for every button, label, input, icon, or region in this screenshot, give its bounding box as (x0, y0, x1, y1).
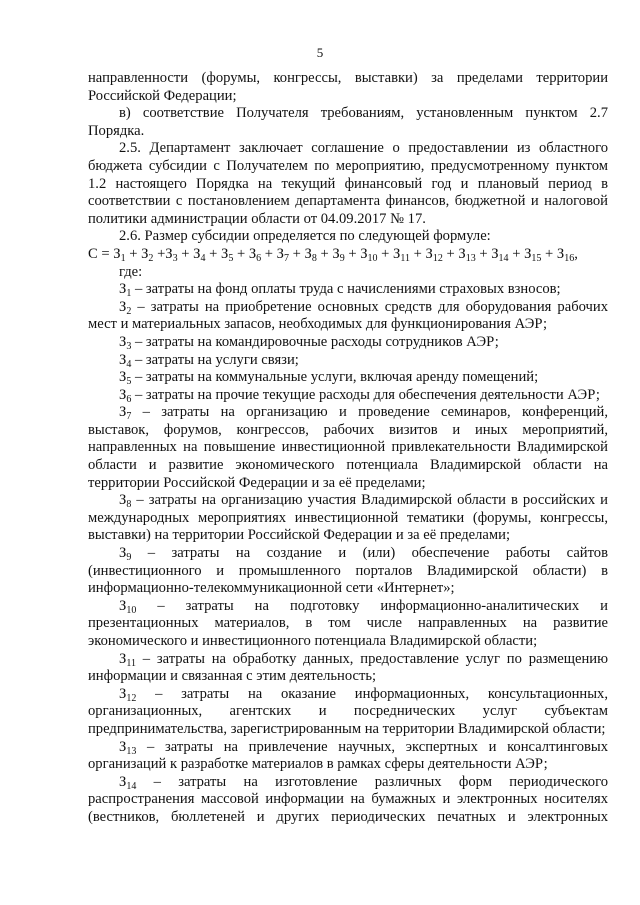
paragraph: $З_{12}$ – затраты на оказание информационных, консультационных, организационных, агентских и посреднических услуг субъектам предпринимательства, зарегистрированным на территории Владимирской области; (88, 685, 608, 737)
paragraph: $З_{14}$ – затраты на изготовление различных форм периодического распространения массовой информации на бумажных и электронных носителях (вестников, бюллетеней и других периодических печатных и электронных (88, 773, 608, 825)
paragraph: в) соответствие Получателя требованиям, установленным пунктом 2.7 Порядка. (88, 105, 608, 139)
paragraph: $З_5$ – затраты на коммунальные услуги, включая аренду помещений; (119, 369, 539, 388)
paragraph: $З_4$ – затраты на услуги связи; (119, 351, 299, 370)
paragraph: $З_7$ – затраты на организацию и проведение семинаров, конференций, выставок, форумов, конгрессов, рабочих визитов и иных мероприятий, направленных на повышение инвестиционной привлекательности Владимирской области и развитие экономического потенциала Владимирской области на территории Российской Федерации и за её пределами; (88, 404, 608, 491)
paragraph: $З_8$ – затраты на организацию участия Владимирской области в российских и международных мероприятиях инвестиционной тематики (форумы, конгрессы, выставки) на территории Российской Федерации и за её пределами; (88, 492, 608, 544)
paragraph: $З_{13}$ – затраты на привлечение научных, экспертных и консалтинговых организаций к разработке материалов в рамках сферы деятельности АЭР; (88, 738, 608, 773)
page-number: 5 (316, 45, 324, 60)
paragraph: $З_{11}$ – затраты на обработку данных, предоставление услуг по размещению информации и связанная с этим деятельность; (88, 650, 608, 685)
paragraph: где: (119, 263, 143, 280)
paragraph: $З_1$ – затраты на фонд оплаты труда с начислениями страховых взносов; (119, 281, 561, 300)
paragraph: направленности (форумы, конгрессы, выставки) за пределами территории Российской Федерации; (88, 70, 608, 104)
paragraph: 2.6. Размер субсидии определяется по следующей формуле: (119, 228, 491, 245)
paragraph: $З_2$ – затраты на приобретение основных средств для оборудования рабочих мест и материальных запасов, необходимых для функционирования АЭР; (88, 298, 608, 333)
subsidy-formula: $С = З_1 + З_2 +З_3 + З_4 + З_5 + З_6 + З_7 + З_8 + З_9 + З_{10} + З_{11} + З_{12} + З_{13} + З_{14} + З_{15} + З_{16}$, (88, 245, 578, 264)
paragraph: $З_{10}$ – затраты на подготовку информационно-аналитических и презентационных материалов, в том числе направленных на развитие экономического и инвестиционного потенциала Владимирской области; (88, 597, 608, 649)
document-body (88, 70, 608, 827)
paragraph: 2.5. Департамент заключает соглашение о предоставлении из областного бюджета субсидии с Получателем по мероприятию, предусмотренному пунктом 1.2 настоящего Порядка на текущий финансовый год и плановый период в соответствии с постановлением департамента финансов, бюджетной и налоговой политики администрации области от 04.09.2017 № 17. (88, 140, 608, 227)
paragraph: $З_9$ – затраты на создание и (или) обеспечение работы сайтов (инвестиционного и промышленного порталов Владимирской области) в информационно-телекоммуникационной сети «Интернет»; (88, 545, 608, 597)
paragraph: $З_3$ – затраты на командировочные расходы сотрудников АЭР; (119, 333, 499, 352)
paragraph: $З_6$ – затраты на прочие текущие расходы для обеспечения деятельности АЭР; (119, 386, 600, 405)
